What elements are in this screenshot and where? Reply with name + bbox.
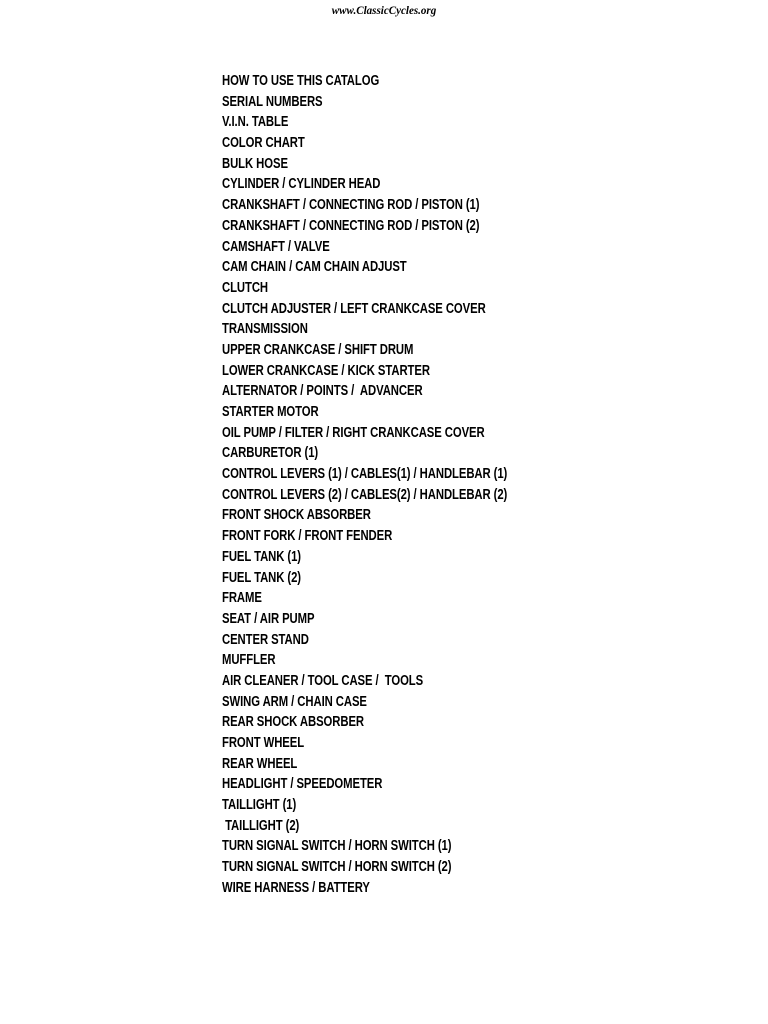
toc-entry[interactable]: HOW TO USE THIS CATALOG <box>222 73 380 89</box>
toc-entry[interactable]: REAR WHEEL <box>222 755 298 772</box>
toc-entry[interactable]: CONTROL LEVERS (2) / CABLES(2) / HANDLEBAR (2) <box>222 486 508 503</box>
toc-entry[interactable]: CARBURETOR (1) <box>222 445 319 462</box>
toc-entry[interactable]: LOWER CRANKCASE / KICK STARTER <box>222 362 430 379</box>
toc-entry[interactable]: CAM CHAIN / CAM CHAIN ADJUST <box>222 259 407 276</box>
toc-entry[interactable]: MUFFLER <box>222 652 276 669</box>
toc-entry[interactable]: REAR SHOCK ABSORBER <box>222 714 365 731</box>
toc-entry[interactable]: SEAT / AIR PUMP <box>222 610 315 627</box>
toc-entry[interactable]: WIRE HARNESS / BATTERY <box>222 879 370 896</box>
toc-entry[interactable]: TRANSMISSION <box>222 321 308 338</box>
toc-entry[interactable]: HEADLIGHT / SPEEDOMETER <box>222 776 383 793</box>
table-of-contents <box>222 71 588 899</box>
toc-entry[interactable]: FRONT FORK / FRONT FENDER <box>222 528 393 545</box>
toc-entry[interactable]: FRONT WHEEL <box>222 735 305 751</box>
toc-entry[interactable]: OIL PUMP / FILTER / RIGHT CRANKCASE COVER <box>222 424 485 441</box>
toc-entry[interactable]: TURN SIGNAL SWITCH / HORN SWITCH (2) <box>222 859 452 876</box>
toc-entry[interactable]: CONTROL LEVERS (1) / CABLES(1) / HANDLEBAR (1) <box>222 466 508 483</box>
toc-entry[interactable]: SWING ARM / CHAIN CASE <box>222 693 367 710</box>
website-header: www.ClassicCycles.org <box>331 3 437 17</box>
toc-entry[interactable]: FRONT SHOCK ABSORBER <box>222 507 371 524</box>
toc-entry[interactable]: AIR CLEANER / TOOL CASE / TOOLS <box>222 672 424 689</box>
toc-entry[interactable]: TAILLIGHT (1) <box>222 797 297 814</box>
toc-entry[interactable]: CENTER STAND <box>222 631 309 648</box>
toc-entry[interactable]: CYLINDER / CYLINDER HEAD <box>222 176 381 193</box>
toc-entry[interactable]: CAMSHAFT / VALVE <box>222 238 330 255</box>
toc-entry[interactable]: SERIAL NUMBERS <box>222 93 323 110</box>
toc-entry[interactable]: COLOR CHART <box>222 135 305 152</box>
toc-entry[interactable]: CLUTCH ADJUSTER / LEFT CRANKCASE COVER <box>222 300 486 317</box>
toc-entry[interactable]: FRAME <box>222 590 262 607</box>
toc-entry[interactable]: UPPER CRANKCASE / SHIFT DRUM <box>222 341 414 358</box>
toc-entry[interactable]: BULK HOSE <box>222 155 288 172</box>
toc-entry[interactable]: TAILLIGHT (2) <box>222 817 300 834</box>
toc-entry[interactable]: ALTERNATOR / POINTS / ADVANCER <box>222 383 423 400</box>
toc-entry[interactable]: V.I.N. TABLE <box>222 114 289 131</box>
toc-entry[interactable]: STARTER MOTOR <box>222 404 319 420</box>
toc-entry[interactable]: CLUTCH <box>222 279 269 296</box>
toc-entry[interactable]: FUEL TANK (2) <box>222 569 301 586</box>
toc-entry[interactable]: CRANKSHAFT / CONNECTING ROD / PISTON (2) <box>222 217 480 234</box>
toc-entry[interactable]: CRANKSHAFT / CONNECTING ROD / PISTON (1) <box>222 197 480 214</box>
toc-entry[interactable]: TURN SIGNAL SWITCH / HORN SWITCH (1) <box>222 838 452 855</box>
toc-entry[interactable]: FUEL TANK (1) <box>222 548 301 565</box>
